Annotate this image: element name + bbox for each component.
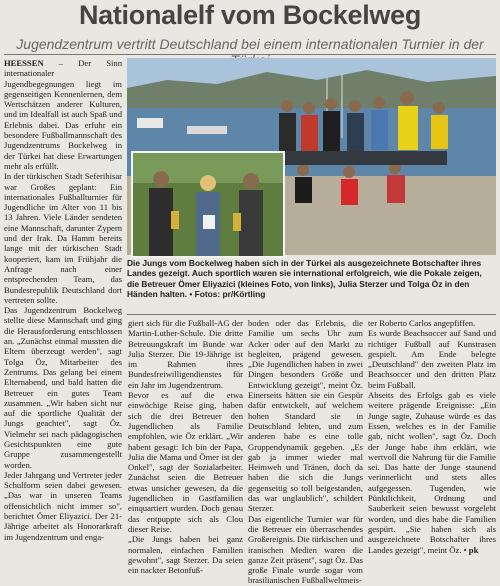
- article-column-4: [368, 318, 496, 556]
- article-column-1: [4, 58, 122, 556]
- article-column-2: giert sich für die Fußball-AG der Martin-Luther-Schule. Die dritte Betreuungskraft im Bunde war Julia Sterzer. Die 19-Jährige ist im Rahmen ihres Bundesfreiwilligendienstes für ein Jahr im Jugendzentrum. Bevor es auf die etwa einwöchige Reise ging, haben sich die drei Betreuer den Jugendlichen als Familie empfohlen, wie Öz erklärt. „Wir habent gesagt: Ich bin der Papa, Julia die Mama und Ömer ist der Onkel", sagt der Sozialarbeiter. Zunächst seien die Betreuer etwas unsicher gewesen, da die Jugendlichen in Gastfamilien einquartiert wurden. Doch genau das entpuppte sich als Clou dieser Reise. „Die Jungs haben bei ganz normalen, einfachen Familien gewohnt", sagt Sterzer. Da seien ein nackter Betonfuß-: [128, 318, 243, 576]
- column-1-text: – Der Sinn internationaler Jugendbegegnungen liegt im gegenseitigen Kennenlernen, dem Wertschätzen anderer Kulturen, und im Idealfall ist auch Spaß und Erlebnis dabei. Das erfuhr ein besondere Fußballmannschaft des Jugendzentrums Bockelweg in der Türkei hat diese Erwartungen mehr als erfüllt. In der türkischen Stadt Seferihisar war Großes geplant: Ein internationales Fußballturnier für Jugendliche im Alter von 11 bis 13 Jahren. Viele Länder sendeten eine Mannschaft, darunter Zypern und der Irak. Da Hamm bereits lange mit der türkischen Stadt kooperiert, kam im Frühjahr die Anfrage nach einer entsprechenden Team, das Bundesrepublik Deutschland dort vertreten sollte. Das Jugendzentrum Bockelweg stellte diese Mannschaft und ging die Herausforderung entschlossen an. „Zunächst einmal mussten die Eltern überzeugt werden", sagt Tolga Öz, Mitarbeiter des Zentrums. Das gelang bei einem Elternabend, und bald hatten die Betreuer ein gutes Team zusammen. „Wir haben sicht nur auf die sportliche Qualität der Jungs geachtet", sagt Öz. Vielmehr sei nach pädagogischen Gesichtspunkten eine gute Gruppe zusammengestellt worden. Jeder Jahrgang und Vertreter jeder Schulform seien dabei gewesen. „Das war in unseren Teams offensichtlich nicht immer so", berichtet Ömer Eliyazici. Der 21-Jährige arbeitet als Honorarkraft im Jugendzentrum und enga-: [4, 58, 122, 542]
- caption-divider: [127, 314, 496, 315]
- column-4-text: ter Roberto Carlos angepfiffen. Es wurde Beachsoccer auf Sand und richtiger Fußball auf Kunstrasen gespielt. Am Ende belegte „Deutschland" den zweiten Platz im Beachsoccer und den dritten Platz beim Fußball. Abseits des Erfolgs gab es viele weitere prägende Ereignisse: „Ein Junge sagte, Zuhause würde es das Essen, welches es in der Familie gab, nicht wollen", sagt Öz. Doch der Junge habe ihm erklärt, wie wertvoll die Nahrung für die Familie sei. Das hatte der Junge staunend verinnerlicht und stets alles aufgegessen. Tugenden, wie Pünktlichkeit, Ordnung und Sauberkeit seien bewusst vorgelebt worden, und dies habe die Familien gespürt. „Sie haben sich als ausgezeichnete Botschafter ihres Landes gezeigt", meint Öz. •: [368, 318, 496, 555]
- dateline: HEESSEN: [4, 58, 44, 68]
- photo-caption: Die Jungs vom Bockelweg haben sich in der Türkei als ausgezeichnete Botschafter ihres Landes gezeigt. Auch sportlich waren sie international erfolgreich, wie die Pokale zeigen, die Betreuer Ömer Eliyazici (kleines Foto, von links), Julia Sterzer und Tolga Öz in den Händen halten. • Fotos: pr/Körtling: [127, 258, 482, 300]
- top-divider: [4, 54, 496, 55]
- inset-photo-coaches: [131, 151, 285, 258]
- article-headline: Nationalelf vom Bockelweg: [78, 0, 422, 30]
- inset-photo-illustration: [133, 153, 283, 256]
- author-initials: pk: [468, 544, 479, 555]
- article-column-3: boden oder das Erlebnis, die Familie um sechs Uhr zum Acker oder auf den Markt zu begleiten, prägend gewesen. „Die Jugendlichen haben in zwei Dingen besonders Größe und Entwicklung gezeigt", meint Öz. Einerseits hätten sie ein Gespür dafür entwickelt, auf welchem hohen Standard sie in Deutschland lebten, und zum anderen habe es eine tolle Gruppendynamik gegeben. „Es gab ja immer wieder mal Heimweh und Tränen, doch da haben die sich die Jungs gegenseitig so toll beigestanden, das war unglaublich", schildert Sterzer. Das eigentliche Turnier war für die Betreuer ein überraschendes Großereignis. Die türkischen und iranischen Medien waren die ganze Zeit präsent", sagt Öz. Das große Finale wurde sogar vom brasilianischen Fußballweltmeis-: [248, 318, 363, 586]
- article-subheadline: Jugendzentrum vertritt Deutschland bei einem internationalen Turnier in der: [16, 36, 484, 52]
